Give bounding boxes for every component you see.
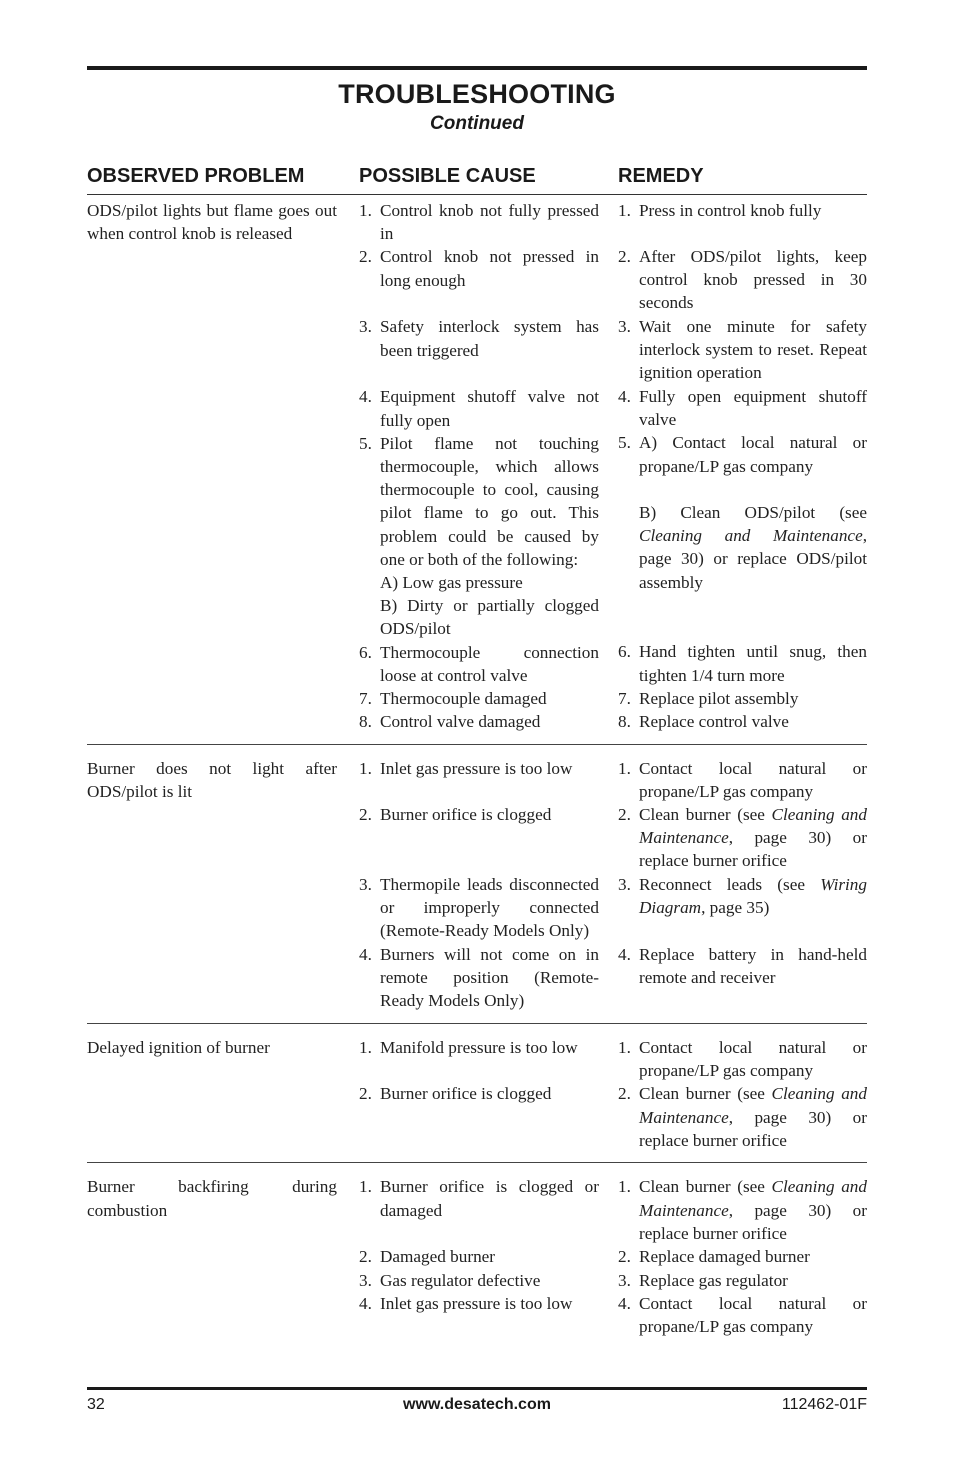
cause-number: 3. [359, 1270, 372, 1290]
remedy-text: Fully open equipment shutoff valve [639, 387, 867, 430]
remedy-text-block [639, 1245, 867, 1268]
cause-number: 3. [359, 874, 372, 894]
cause-number: 4. [359, 387, 372, 407]
remedy-number: 4. [618, 945, 631, 965]
remedy-text-end: , page 30) or replace burner orifice [639, 828, 867, 871]
observed-problem [87, 199, 337, 734]
remedy-text-block [639, 873, 867, 943]
cause-item [359, 873, 599, 943]
remedy-text-block [639, 757, 867, 803]
cause-item [359, 641, 599, 687]
remedies [618, 1175, 867, 1338]
remedy-text-start: B) Clean ODS/pilot (see [639, 503, 867, 522]
cause-item [359, 199, 599, 245]
cause-text-block [380, 315, 599, 385]
remedy-text: Replace pilot assembly [639, 688, 799, 708]
cause-item [359, 1036, 599, 1082]
header-rule [87, 194, 867, 195]
table-row [87, 1036, 867, 1152]
cause-text-block [380, 1175, 599, 1245]
remedy-number: 4. [618, 387, 631, 406]
remedies [618, 757, 867, 1013]
cause-text: Control knob not pressed in long enough [380, 247, 599, 290]
cause-number: 4. [359, 944, 372, 964]
remedy-text-block [639, 1082, 867, 1152]
remedy-text: Contact local natural or propane/LP gas company [639, 1293, 867, 1337]
possible-causes [359, 757, 599, 1013]
cause-text-block [380, 1292, 599, 1338]
remedy-number: 4. [618, 1293, 631, 1313]
cause-number: 1. [359, 1038, 372, 1058]
remedy-number: 8. [618, 712, 631, 732]
remedy-item [618, 873, 867, 943]
remedy-text-block [639, 1036, 867, 1082]
problem-text: Burner backfiring during combustion [87, 1177, 337, 1220]
page-number: 32 [87, 1396, 105, 1413]
website-link[interactable]: www.desatech.com [403, 1396, 551, 1413]
cause-text: Safety interlock system has been triggered [380, 317, 599, 360]
page-subtitle: Continued [430, 113, 524, 134]
remedy-number: 1. [618, 758, 631, 778]
cause-text: Inlet gas pressure is too low [380, 1293, 573, 1313]
cause-text: Burner orifice is clogged [380, 1084, 552, 1104]
remedy-text: A) Contact local natural or propane/LP gas company [639, 433, 867, 476]
remedy-item [618, 245, 867, 315]
remedy-text: Wait one minute for safety interlock system to reset. Repeat ignition operation [639, 317, 867, 383]
cause-item [359, 385, 599, 431]
cause-text-block [380, 385, 599, 431]
cause-item [359, 1082, 599, 1152]
cause-text: Control knob not fully pressed in [380, 201, 599, 244]
remedy-item [618, 757, 867, 803]
remedy-item [618, 687, 867, 710]
cause-number: 6. [359, 642, 372, 662]
problem-text: ODS/pilot lights but flame goes out when control knob is released [87, 201, 337, 244]
remedy-text-start: Clean burner (see [639, 805, 772, 825]
possible-causes [359, 1036, 599, 1152]
remedy-item [618, 1036, 867, 1082]
remedy-text-end: , page 35) [701, 898, 770, 918]
remedy-item [618, 1175, 867, 1245]
remedy-text: Replace control valve [639, 712, 789, 732]
cause-number: 2. [359, 1084, 372, 1104]
cause-number: 2. [359, 804, 372, 824]
cause-text-block [380, 1245, 599, 1268]
remedy-text-block [639, 385, 867, 431]
remedy-item [618, 1269, 867, 1292]
remedy-number: 3. [618, 875, 631, 895]
cause-text-block [380, 803, 599, 873]
remedy-text-start: Reconnect leads (see [639, 875, 821, 895]
cause-number: 1. [359, 758, 372, 778]
cause-number: 2. [359, 1247, 372, 1267]
problem-text: Burner does not light after ODS/pilot is lit [87, 758, 337, 801]
possible-causes [359, 1175, 599, 1338]
table-row [87, 757, 867, 1013]
cause-item [359, 1269, 599, 1292]
cause-text-block [380, 710, 599, 733]
remedy-text [639, 873, 867, 919]
cause-text: Manifold pressure is too low [380, 1038, 578, 1058]
cause-text: Thermocouple damaged [380, 689, 547, 709]
cause-text: Burner orifice is clogged or damaged [380, 1177, 599, 1220]
remedy-text-block [639, 640, 867, 686]
remedy-text-start: Clean burner (see [639, 1084, 772, 1104]
remedy-text-end: , page 30) or replace burner orifice [639, 1107, 867, 1150]
problem-group [87, 1175, 867, 1348]
cause-number: 2. [359, 247, 372, 267]
remedy-reference: Cleaning and Maintenance [639, 526, 863, 546]
cause-text: Burner orifice is clogged [380, 804, 552, 824]
remedy-text [639, 1082, 867, 1152]
remedy-reference: Cleaning and Maintenance [639, 1177, 867, 1220]
document-number: 112462-01F [781, 1396, 867, 1413]
remedy-text-block [639, 943, 867, 1013]
remedy-number: 3. [618, 317, 631, 336]
observed-problem [87, 1036, 337, 1152]
cause-text-block [380, 943, 599, 1013]
cause-text: Equipment shutoff valve not fully open [380, 387, 599, 430]
cause-text-block [380, 873, 599, 943]
problem-group [87, 757, 867, 1024]
remedy-number: 1. [618, 201, 631, 220]
remedy-text: Replace battery in hand-held remote and receiver [639, 945, 867, 988]
cause-text: Pilot flame not touching thermocouple, which allows thermocouple to cool, causing pilot flame to go out. This problem could be caused by one or both of the following: [380, 433, 599, 569]
cause-item [359, 432, 599, 641]
cause-text-block [380, 432, 599, 641]
cause-text: Damaged burner [380, 1247, 496, 1267]
remedy-item [618, 803, 867, 873]
remedy-number: 2. [618, 805, 631, 825]
remedy-item [618, 710, 867, 733]
remedy-text-block [639, 315, 867, 385]
cause-text-block [380, 641, 599, 687]
remedy-text-block [639, 1292, 867, 1338]
problem-group [87, 1036, 867, 1163]
remedy-item [618, 943, 867, 1013]
remedy-text-block [639, 431, 867, 640]
cause-item [359, 943, 599, 1013]
cause-text: Inlet gas pressure is too low [380, 758, 573, 778]
remedy-text-block [639, 199, 867, 245]
remedy-item [618, 1292, 867, 1338]
cause-item [359, 315, 599, 385]
footer-rule [87, 1387, 867, 1390]
remedy-text: Contact local natural or propane/LP gas company [639, 1038, 867, 1081]
cause-text: Burners will not come on in remote position (Remote-Ready Models Only) [380, 944, 599, 1011]
remedy-reference: Wiring Diagram [639, 875, 867, 918]
cause-text-block [380, 199, 599, 245]
remedies [618, 1036, 867, 1152]
cause-number: 5. [359, 433, 372, 453]
cause-item [359, 687, 599, 710]
remedy-text-block [639, 1269, 867, 1292]
problem-text: Delayed ignition of burner [87, 1038, 270, 1058]
cause-number: 8. [359, 712, 372, 732]
table-row [87, 1175, 867, 1338]
cause-item [359, 803, 599, 873]
cause-text-block [380, 1036, 599, 1082]
cause-item [359, 710, 599, 733]
cause-number: 3. [359, 317, 372, 337]
observed-problem [87, 757, 337, 1013]
cause-number: 7. [359, 689, 372, 709]
remedy-reference: Cleaning and Maintenance [639, 805, 867, 848]
remedy-number: 1. [618, 1177, 631, 1197]
page-title: TROUBLESHOOTING [338, 79, 616, 109]
remedy-text-block [639, 710, 867, 733]
remedy-text: Replace gas regulator [639, 1270, 788, 1290]
remedy-number: 2. [618, 1084, 631, 1104]
remedy-text: Replace damaged burner [639, 1247, 810, 1267]
remedy-text-end: , page 30) or replace ODS/pilot assembly [639, 526, 867, 592]
cause-text-block [380, 757, 599, 803]
remedy-number: 2. [618, 247, 631, 266]
remedy-text-block [639, 803, 867, 873]
remedy-text-start: Clean burner (see [639, 1177, 772, 1197]
remedy-text [639, 1175, 867, 1245]
observed-problem [87, 1175, 337, 1338]
remedy-text-end: , page 30) or replace burner orifice [639, 1200, 867, 1243]
column-header-problem: OBSERVED PROBLEM [87, 165, 305, 187]
cause-subitem: A) Low gas pressure [380, 573, 523, 593]
remedy-text: After ODS/pilot lights, keep control knob pressed in 30 seconds [639, 247, 867, 313]
remedy-item [618, 1245, 867, 1268]
remedy-text: Hand tighten until snug, then tighten 1/4 turn more [639, 642, 867, 685]
remedy-text [639, 803, 867, 873]
cause-item [359, 1292, 599, 1338]
remedy-item [618, 1082, 867, 1152]
possible-causes [359, 199, 599, 734]
remedies [618, 199, 867, 734]
remedy-text: Contact local natural or propane/LP gas company [639, 758, 867, 801]
cause-item [359, 245, 599, 315]
remedy-item [618, 640, 867, 686]
top-rule [87, 66, 867, 70]
cause-subitem: B) Dirty or partially clogged ODS/pilot [380, 596, 599, 639]
problem-group [87, 199, 867, 745]
remedy-reference: Cleaning and Maintenance [639, 1084, 867, 1127]
remedy-number: 3. [618, 1270, 631, 1290]
remedy-text: Press in control knob fully [639, 201, 822, 220]
remedy-item [618, 315, 867, 385]
cause-item [359, 757, 599, 803]
remedy-text-block [639, 1175, 867, 1245]
cause-text: Thermopile leads disconnected or improperly connected (Remote-Ready Models Only) [380, 874, 599, 941]
cause-text: Control valve damaged [380, 712, 541, 732]
column-header-cause: POSSIBLE CAUSE [359, 165, 536, 187]
remedy-number: 1. [618, 1038, 631, 1058]
cause-number: 1. [359, 1177, 372, 1197]
remedy-number: 6. [618, 642, 631, 662]
remedy-item [618, 385, 867, 431]
cause-text: Thermocouple connection loose at control valve [380, 642, 599, 686]
remedy-number: 5. [618, 433, 631, 453]
cause-item [359, 1245, 599, 1268]
cause-text: Gas regulator defective [380, 1270, 541, 1290]
troubleshooting-table [87, 199, 867, 1360]
remedy-number: 7. [618, 688, 631, 708]
cause-text-block [380, 1269, 599, 1292]
remedy-item [618, 431, 867, 640]
cause-text-block [380, 245, 599, 315]
remedy-item [618, 199, 867, 245]
remedy-subitem [639, 501, 867, 594]
remedy-text-block [639, 245, 867, 315]
remedy-text-block [639, 687, 867, 710]
cause-text-block [380, 687, 599, 710]
cause-text-block [380, 1082, 599, 1152]
remedy-number: 2. [618, 1247, 631, 1267]
column-header-remedy: REMEDY [618, 165, 704, 187]
table-row [87, 199, 867, 734]
cause-item [359, 1175, 599, 1245]
cause-number: 4. [359, 1293, 372, 1313]
cause-number: 1. [359, 201, 372, 220]
